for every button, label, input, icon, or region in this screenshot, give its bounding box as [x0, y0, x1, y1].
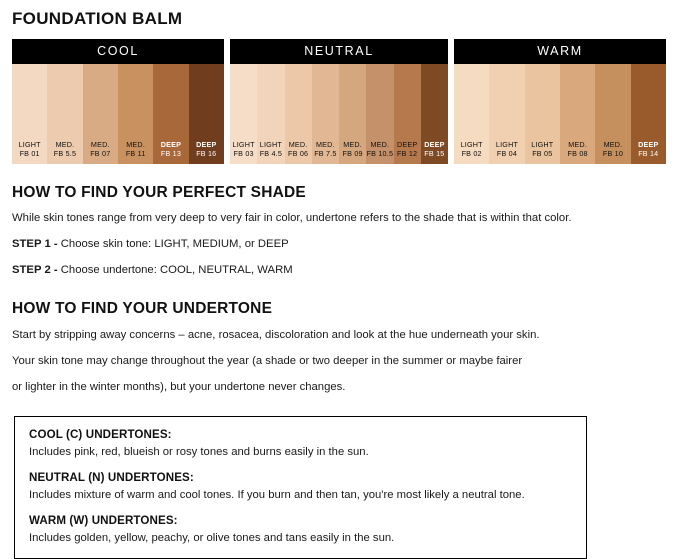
- swatch-code-label: FB 10: [602, 149, 624, 158]
- swatch-fb-06[interactable]: [285, 64, 312, 164]
- swatch-tone-label: MED.: [126, 140, 146, 149]
- swatch-fb-11[interactable]: [118, 64, 153, 164]
- foundation-balm-shade-guide: [0, 9, 679, 553]
- swatch-tone-label: DEEP: [396, 140, 418, 149]
- undertone-definition-heading: NEUTRAL (N) UNDERTONES:: [29, 471, 194, 484]
- swatch-fb-08[interactable]: [560, 64, 595, 164]
- swatch-tone-label: DEEP: [196, 140, 217, 149]
- swatch-fb-4-5[interactable]: [257, 64, 284, 164]
- undertone-line-1: Start by stripping away concerns – acne, rosacea, discoloration and look at the hue underneath your skin.: [12, 329, 540, 341]
- shade-group-warm: [454, 39, 666, 164]
- swatch-tone-label: MED.: [315, 140, 335, 149]
- swatch-tone-label: LIGHT: [495, 140, 519, 149]
- swatch-fb-5-5[interactable]: [47, 64, 82, 164]
- undertone-line-2: Your skin tone may change throughout the year (a shade or two deeper in the summer or maybe fairer: [12, 355, 523, 367]
- shade-group-header: COOL: [12, 39, 224, 64]
- shade-group-cool: [12, 39, 224, 164]
- shade-group-header: NEUTRAL: [230, 39, 448, 64]
- swatch-fb-10[interactable]: [595, 64, 630, 164]
- step-2-label: STEP 2 -: [12, 264, 58, 276]
- swatch-tone-label: LIGHT: [531, 140, 554, 149]
- swatch-fb-09[interactable]: [339, 64, 366, 164]
- swatch-tone-label: DEEP: [638, 140, 659, 149]
- swatch-fb-14[interactable]: [631, 64, 666, 164]
- shade-group-header: WARM: [454, 39, 666, 64]
- perfect-shade-section: [0, 184, 679, 278]
- shade-chart: [12, 39, 668, 164]
- swatch-fb-10-5[interactable]: [366, 64, 393, 164]
- perfect-shade-heading: HOW TO FIND YOUR PERFECT SHADE: [12, 184, 306, 201]
- swatch-code-label: FB 16: [196, 149, 217, 158]
- undertone-line-3: or lighter in the winter months), but your undertone never changes.: [12, 381, 346, 393]
- undertone-definition-body: Includes pink, red, blueish or rosy tones and burns easily in the sun.: [29, 446, 369, 458]
- step-2-text: Choose undertone: COOL, NEUTRAL, WARM: [57, 264, 293, 276]
- undertone-definition: [29, 471, 572, 503]
- swatch-code-label: FB 04: [496, 149, 518, 158]
- swatch-code-label: FB 07: [90, 149, 111, 158]
- swatch-code-label: FB 10.5: [366, 149, 394, 158]
- swatch-code-label: FB 08: [567, 149, 588, 158]
- swatch-code-label: FB 02: [461, 149, 482, 158]
- swatch-fb-03[interactable]: [230, 64, 257, 164]
- swatch-code-label: FB 01: [19, 149, 40, 158]
- step-1-text: Choose skin tone: LIGHT, MEDIUM, or DEEP: [57, 238, 289, 250]
- swatch-code-label: FB 05: [532, 149, 553, 158]
- swatch-fb-16[interactable]: [189, 64, 224, 164]
- swatch-code-label: FB 03: [233, 149, 254, 158]
- swatch-code-label: FB 06: [288, 149, 309, 158]
- swatch-tone-label: LIGHT: [460, 140, 483, 149]
- swatch-tone-label: MED.: [55, 140, 75, 149]
- step-2: [12, 263, 679, 278]
- swatch-tone-label: MED.: [568, 140, 588, 149]
- swatch-code-label: FB 09: [342, 149, 363, 158]
- step-1-label: STEP 1 -: [12, 238, 58, 250]
- swatch-code-label: FB 15: [424, 149, 445, 158]
- swatch-fb-01[interactable]: [12, 64, 47, 164]
- swatch-tone-label: DEEP: [424, 140, 445, 149]
- swatch-tone-label: MED.: [343, 140, 363, 149]
- swatch-tone-label: MED.: [370, 140, 390, 149]
- swatch-code-label: FB 4.5: [259, 149, 283, 158]
- swatch-code-label: FB 11: [125, 149, 146, 158]
- undertone-definition: [29, 514, 572, 546]
- page-title: FOUNDATION BALM: [12, 9, 183, 28]
- undertone-section: [0, 300, 679, 395]
- swatch-tone-label: MED.: [603, 140, 623, 149]
- swatch-code-label: FB 14: [638, 149, 659, 158]
- swatch-code-label: FB 13: [160, 149, 182, 158]
- undertone-definition-body: Includes mixture of warm and cool tones. If you burn and then tan, you're most likely a neutral tone.: [29, 489, 525, 501]
- swatch-row: [230, 64, 448, 164]
- undertone-definition-body: Includes golden, yellow, peachy, or olive tones and tans easily in the sun.: [29, 532, 395, 544]
- swatch-code-label: FB 7.5: [314, 149, 337, 158]
- swatch-tone-label: MED.: [90, 140, 110, 149]
- shade-group-neutral: [230, 39, 448, 164]
- swatch-fb-7-5[interactable]: [312, 64, 339, 164]
- undertone-definition-heading: WARM (W) UNDERTONES:: [29, 514, 178, 527]
- swatch-tone-label: MED.: [288, 140, 308, 149]
- swatch-fb-12[interactable]: [394, 64, 421, 164]
- swatch-row: [454, 64, 666, 164]
- swatch-row: [12, 64, 224, 164]
- swatch-fb-07[interactable]: [83, 64, 118, 164]
- perfect-shade-intro: While skin tones range from very deep to very fair in color, undertone refers to the shade that is within that color.: [12, 212, 572, 224]
- swatch-tone-label: LIGHT: [259, 140, 282, 149]
- swatch-tone-label: LIGHT: [232, 140, 255, 149]
- undertone-definition-heading: COOL (C) UNDERTONES:: [29, 428, 172, 441]
- swatch-code-label: FB 5.5: [53, 149, 77, 158]
- swatch-fb-13[interactable]: [153, 64, 188, 164]
- swatch-fb-04[interactable]: [489, 64, 524, 164]
- swatch-tone-label: LIGHT: [18, 140, 41, 149]
- swatch-fb-05[interactable]: [525, 64, 560, 164]
- swatch-fb-15[interactable]: [421, 64, 448, 164]
- swatch-fb-02[interactable]: [454, 64, 489, 164]
- swatch-code-label: FB 12: [397, 149, 418, 158]
- step-1: [12, 237, 679, 252]
- undertone-definition: [29, 428, 572, 460]
- swatch-tone-label: DEEP: [160, 140, 182, 149]
- undertone-heading: HOW TO FIND YOUR UNDERTONE: [12, 300, 273, 317]
- undertone-definitions-box: [14, 416, 587, 559]
